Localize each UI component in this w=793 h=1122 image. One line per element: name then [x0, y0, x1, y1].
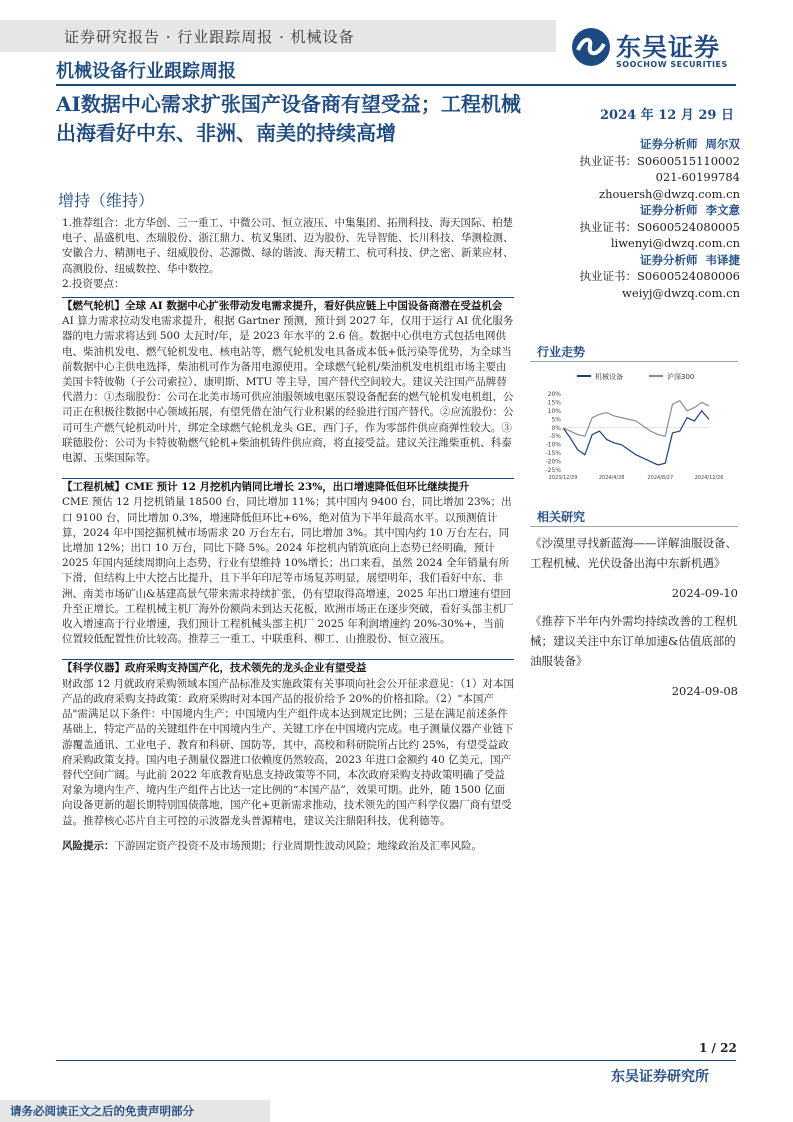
section-heading: 【科学仪器】政府采购支持国产化，技术领先的龙头企业有望受益 [62, 662, 367, 675]
logo-name-cn: 东吴证券 [616, 33, 721, 62]
analyst-email[interactable]: liwenyi@dwzq.com.cn [610, 236, 740, 250]
x-tick-label: 2024/8/27 [647, 475, 674, 481]
footer-firm: 东吴证券研究所 [611, 1069, 709, 1085]
analyst-role: 证券分析师 [639, 252, 698, 267]
related-title[interactable]: 《推荐下半年内外需均持续改善的工程机械；建议关注中东订单加速&估值底部的油服装备》 [530, 614, 737, 668]
y-tick-label: 5% [551, 416, 561, 424]
report-date: 2024 年 12 月 29 日 [600, 108, 734, 123]
trend-heading: 行业走势 [537, 345, 586, 359]
analyst-role: 证券分析师 [639, 203, 698, 217]
analyst-list [540, 136, 740, 301]
logo-name-en: SOOCHOW SECURITIES [616, 60, 728, 69]
footer-divider [56, 1060, 736, 1061]
analyst-email[interactable]: zhouersh@dwzq.com.cn [599, 186, 740, 201]
points-label: 2.投资要点： [62, 277, 125, 290]
cert-number: S0600524080005 [637, 219, 740, 234]
cert-label: 执业证书： [579, 219, 637, 234]
analyst-email[interactable]: weiyj@dwzq.com.cn [622, 285, 740, 300]
header-divider [56, 84, 736, 86]
report-title: AI数据中心需求扩张国产设备商有望受益；工程机械出海看好中东、非洲、南美的持续高增 [56, 92, 521, 145]
section-construction-machinery [62, 478, 514, 647]
soochow-logo-icon [570, 26, 612, 68]
analyst-phone: 021-60199784 [655, 170, 740, 184]
page-number: 1 / 22 [699, 1041, 737, 1055]
x-tick-label: 2023/12/29 [548, 475, 578, 481]
cert-label: 执业证书： [579, 153, 637, 168]
y-tick-label: 20% [547, 391, 561, 398]
analyst-name: 周尔双 [705, 137, 740, 151]
y-tick-label: -25% [545, 467, 561, 474]
x-tick-label: 2024/12/26 [694, 475, 724, 481]
analyst-name: 韦译捷 [705, 252, 740, 267]
section-heading: 【燃气轮机】全球 AI 数据中心扩张带动发电需求提升，看好供应链上中国设备商潜在受益机会 [62, 300, 503, 313]
analyst-1 [540, 136, 740, 202]
related-list [530, 533, 738, 701]
cert-number: S0600515110002 [637, 153, 740, 168]
y-tick-label: 10% [547, 407, 561, 415]
report-category: 机械设备行业跟踪周报 [56, 61, 236, 82]
legend-label: 沪深300 [667, 373, 695, 381]
related-divider [530, 526, 738, 527]
y-tick-label: -10% [545, 441, 561, 449]
soochow-logo [570, 26, 740, 74]
cert-number: S0600524080006 [637, 269, 740, 283]
related-date: 2024-09-10 [671, 586, 738, 600]
y-tick-label: -5% [549, 433, 561, 441]
section-heading: 【工程机械】CME 预计 12 月挖机内销同比增长 23%，出口增速降低但环比继续提升 [62, 481, 470, 494]
section-scientific-instruments [62, 659, 514, 828]
x-tick-label: 2024/4/28 [598, 475, 625, 481]
y-tick-label: -15% [545, 450, 561, 458]
related-date: 2024-09-08 [671, 684, 738, 698]
y-tick-label: 0% [551, 424, 561, 432]
y-tick-label: -20% [545, 458, 561, 466]
trend-divider [530, 361, 738, 362]
risk-note [62, 839, 514, 854]
main-body [62, 216, 514, 854]
risk-text: 下游固定资产投资不及市场预期；行业周期性波动风险；地缘政治及汇率风险。 [114, 839, 482, 852]
analyst-2 [540, 202, 740, 252]
related-item[interactable] [530, 611, 738, 701]
portfolio-text: 1.推荐组合：北方华创、三一重工、中微公司、恒立液压、中集集团、拓荆科技、海天国际、柏楚电子、晶盛机电、杰瑞股份、浙江鼎力、杭叉集团、迈为股份、先导智能、长川科技、华测检测、安徽合力、精测电子、纽威股份、芯源微、绿的谐波、海天精工、杭可科技、伊之密、新莱应材、高测股份、纽威数控、华中数控。 [62, 217, 514, 275]
related-item[interactable] [530, 533, 738, 603]
y-tick-label: 15% [547, 399, 561, 407]
section-text: 财政部 12 月就政府采购领域本国产品标准及实施政策有关事项向社会公开征求意见：（1）对本国产品的政府采购支持政策：政府采购时对本国产品的报价给予 20%的价格扣除。（2）"本国产品"需满足以下条件：中国境内生产；中国境内生产组件成本达到规定比例；三是在满足前述条件基础上，特定产品的关键组件在中国境内生产、关键工序在中国境内完成。电子测量仪器产业链下游覆盖通讯、工业电子、教育和科研、国防等，其中，高校和科研院所占比约 25%，有望受益政府采购政策支持。国内电子测量仪器进口依赖度仍然较高，2023 年进口金额约 40 亿美元，国产替代空间广阔。与此前 2022 年底教育贴息支持政策等不同，本次政府采购支持政策明确了受益对象为境内生产、境内生产组件占比达一定比例的“本国产品”，效果可期。此外，随 1500 亿面向设备更新的超长期特别国债落地，国产化+更新需求推动，技术领先的国产科学仪器厂商有望受益。推荐核心芯片自主可控的示波器龙头普源精电，建议关注鼎阳科技，优利德等。 [62, 677, 514, 827]
series-line [563, 411, 709, 465]
analyst-role: 证券分析师 [639, 137, 698, 151]
legend-label: 机械设备 [595, 373, 623, 381]
analyst-3 [540, 252, 740, 302]
risk-label: 风险提示： [62, 839, 115, 852]
section-gas-turbine [62, 297, 514, 466]
trend-chart [537, 366, 739, 482]
rating: 增持（维持） [58, 191, 155, 210]
footer-disclaimer[interactable]: 请务必阅读正文之后的免责声明部分 [10, 1104, 194, 1118]
breadcrumb: 证券研究报告 · 行业跟踪周报 · 机械设备 [64, 28, 355, 46]
cert-label: 执业证书： [579, 269, 637, 283]
related-heading: 相关研究 [537, 510, 586, 524]
related-title[interactable]: 《沙漠里寻找新蓝海——详解油服设备、工程机械、光伏设备出海中东新机遇》 [530, 536, 737, 570]
section-text: CME 预估 12 月挖机销量 18500 台，同比增加 11%；其中国内 9400 台，同比增加 23%；出口 9100 台，同比增加 0.3%，增速降低但环比+6%，绝对值为下半年最高水平。以预测值计算，2024 年中国挖掘机械市场需求 20 万台左右，同比增加 3%。其中国内约 10 万台左右，同比增加 12%；出口 10 万台，同比下降 5%。2024 年挖机内销筑底向上态势已经明确，预计 2025 年国内延续周期向上态势，行业有望维持 10%增长；出口来看，虽然 2024 全年销量有所下滑，但结构上中大挖占比提升，且下半年印尼等市场复苏明显，展望明年，我们看好中东、非洲、南美市场矿山&基建高景气带来需求持续扩张，仍有望取得高增速，2025 年出口增速有望回升至正增长。工程机械主机厂海外份额尚未到达天花板，欧洲市场正在逐步突破，看好头部主机厂收入增速高于行业增速，我们预计工程机械头部主机厂 2025 年利润增速约 20%-30%+，当前位置较低配置性价比较高。推荐三一重工、中联重科、柳工、山推股份、恒立液压。 [62, 496, 514, 646]
section-text: AI 算力需求拉动发电需求提升，根据 Gartner 预测，预计到 2027 年，仅用于运行 AI 优化服务器的电力需求将达到 500 太瓦时/年，是 2023 年水平的 2.6 倍。数据中心供电方式包括电网供电、柴油机发电、燃气轮机发电、核电站等，燃气轮机发电具备成本低+低污染等优势，为全球当前数据中心主供电选择，柴油机可作为备用电源使用。全球燃气轮机/柴油机发电机组市场主要由美国卡特彼勒（子公司索拉）、康明斯、MTU 等主导，国产替代空间较大。建议关注国产品牌替代潜力：①杰瑞股份：公司在北美市场可供应油服领域电驱压裂设备配套的燃气轮机发电机组，公司正在积极往数据中心领域拓展，有望凭借在油气行业积累的经验进行国产替代。②应流股份：公司可生产燃气轮机动叶片，绑定全球燃气轮机龙头 GE、西门子，作为零部件供应商弹性较大。③联德股份：公司为卡特彼勒燃气轮机+柴油机铸件供应商，将直接受益。建议关注潍柴重机、科泰电源、玉柴国际等。 [62, 315, 514, 465]
analyst-name: 李文意 [705, 203, 740, 217]
